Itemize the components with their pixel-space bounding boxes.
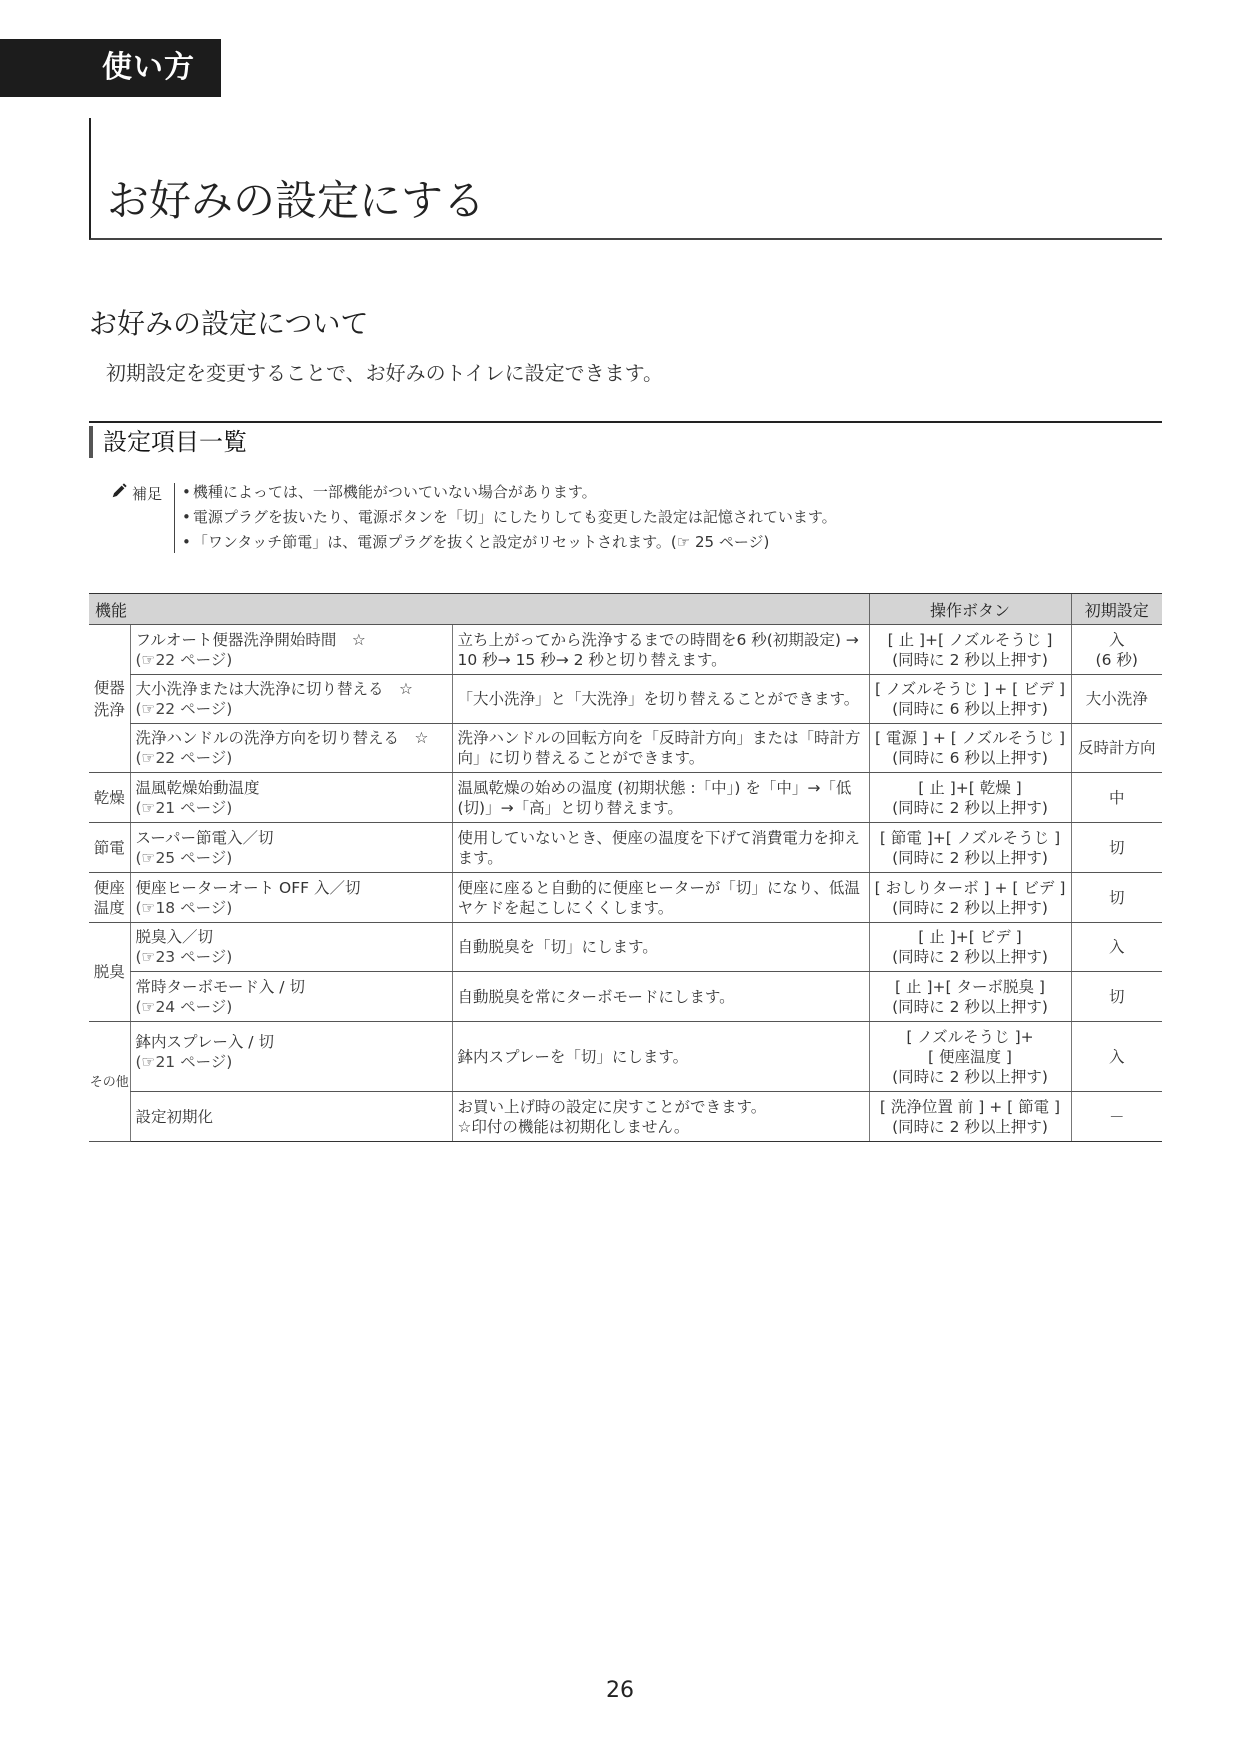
button-combo: [ 止 ]+[ ビデ ] <box>918 928 1022 946</box>
category-cell <box>89 823 130 873</box>
note-divider <box>174 483 175 553</box>
category-label: 便器洗浄 <box>93 678 125 719</box>
description-cell: 便座に座ると自動的に便座ヒーターが「切」になり、低温ヤケドを起こしにくくします。 <box>452 873 869 923</box>
note-label: 補足 <box>132 485 163 503</box>
description-cell: 鉢内スプレーを「切」にします。 <box>452 1022 869 1092</box>
description-cell: 「大小洗浄」と「大洗浄」を切り替えることができます。 <box>452 675 869 724</box>
function-name: 設定初期化 <box>135 1107 214 1126</box>
table-row <box>89 675 1162 724</box>
button-combo-2: [ 便座温度 ] <box>928 1047 1012 1066</box>
category-label: その他 <box>89 1074 129 1090</box>
page-number: 26 <box>606 1678 634 1703</box>
default-value: 中 <box>1108 788 1125 807</box>
button-combo: [ ノズルそうじ ]+ <box>906 1027 1034 1046</box>
button-combo: [ 止 ]+[ 乾燥 ] <box>918 778 1022 797</box>
button-instruction: (同時に 2 秒以上押す) <box>892 848 1048 867</box>
default-value: 大小洗浄 <box>1085 690 1148 708</box>
default-cell <box>1071 823 1162 873</box>
function-name: 大小洗浄または大洗浄に切り替える ☆ <box>135 680 413 698</box>
category-cell <box>89 873 130 923</box>
function-cell <box>130 675 452 724</box>
table-row <box>89 1022 1162 1092</box>
button-instruction: (同時に 2 秒以上押す) <box>892 898 1048 917</box>
button-instruction: (同時に 2 秒以上押す) <box>892 948 1048 966</box>
note-item: • 電源プラグを抜いたり、電源ボタンを「切」にしたりしても変更した設定は記憶されています。 <box>182 506 837 531</box>
table-row <box>89 923 1162 972</box>
function-cell <box>130 724 452 773</box>
function-cell <box>130 823 452 873</box>
function-name: 脱臭入／切 <box>135 928 214 946</box>
intro-text: 初期設定を変更することで、お好みのトイレに設定できます。 <box>106 361 663 385</box>
function-cell <box>130 625 452 675</box>
button-cell <box>869 823 1071 873</box>
page-reference: (☞21 ページ) <box>135 798 233 817</box>
table-row <box>89 1092 1162 1142</box>
description-cell <box>452 1092 869 1142</box>
table-row <box>89 972 1162 1022</box>
pencil-icon <box>110 482 128 500</box>
description-line: お買い上げ時の設定に戻すことができます。 <box>457 1097 767 1116</box>
description-cell: 立ち上がってから洗浄するまでの時間を6 秒(初期設定) → 10 秒→ 15 秒→ 2 秒と切り替えます。 <box>452 625 869 675</box>
default-value: 切 <box>1108 888 1125 907</box>
button-instruction: (同時に 2 秒以上押す) <box>892 997 1048 1016</box>
sub-heading: お好みの設定について <box>89 307 369 340</box>
description-cell: 自動脱臭を常にターボモードにします。 <box>452 972 869 1022</box>
button-cell <box>869 675 1071 724</box>
category-label: 節電 <box>93 838 125 857</box>
function-cell <box>130 873 452 923</box>
button-cell <box>869 1092 1071 1142</box>
default-cell <box>1071 773 1162 823</box>
header-default: 初期設定 <box>1071 594 1162 625</box>
function-name: スーパー節電入／切 <box>135 828 274 847</box>
section-divider <box>89 421 1162 423</box>
button-cell <box>869 625 1071 675</box>
button-cell <box>869 773 1071 823</box>
page-reference: (☞22 ページ) <box>135 749 233 767</box>
table-row <box>89 873 1162 923</box>
note-item: • 機種によっては、一部機能がついていない場合があります。 <box>182 481 837 506</box>
function-cell <box>130 972 452 1022</box>
description-cell: 自動脱臭を「切」にします。 <box>452 923 869 972</box>
default-cell <box>1071 724 1162 773</box>
button-combo: [ 止 ]+[ ノズルそうじ ] <box>887 630 1053 649</box>
category-label: 脱臭 <box>93 963 125 981</box>
default-note: (6 秒) <box>1095 650 1138 669</box>
function-name: フルオート便器洗浄開始時間 ☆ <box>135 630 366 649</box>
category-cell <box>89 625 130 773</box>
header-function: 機能 <box>89 594 869 625</box>
default-cell <box>1071 1092 1162 1142</box>
button-instruction: (同時に 6 秒以上押す) <box>892 749 1048 767</box>
settings-table <box>89 593 1162 1142</box>
page-reference: (☞25 ページ) <box>135 848 233 867</box>
description-line: ☆印付の機能は初期化しません。 <box>457 1117 690 1136</box>
table-header-row <box>89 594 1162 625</box>
category-cell <box>89 1022 130 1142</box>
button-combo: [ ノズルそうじ ] + [ ビデ ] <box>874 680 1066 698</box>
button-combo: [ おしりターボ ] + [ ビデ ] <box>874 878 1066 897</box>
page-reference: (☞22 ページ) <box>135 700 233 718</box>
button-instruction: (同時に 6 秒以上押す) <box>892 700 1048 718</box>
table-row <box>89 823 1162 873</box>
function-cell <box>130 1022 452 1092</box>
page-title: お好みの設定にする <box>107 176 486 225</box>
button-combo: [ 洗浄位置 前 ] + [ 節電 ] <box>879 1097 1061 1116</box>
table-row <box>89 773 1162 823</box>
default-value: 入 <box>1108 1047 1125 1066</box>
button-cell <box>869 923 1071 972</box>
category-label: 乾燥 <box>93 788 125 807</box>
section-tab: 使い方 <box>0 39 221 97</box>
button-combo: [ 電源 ] + [ ノズルそうじ ] <box>874 729 1066 747</box>
function-cell <box>130 773 452 823</box>
default-value: 入 <box>1108 630 1125 649</box>
page-reference: (☞22 ページ) <box>135 650 233 669</box>
page-reference: (☞21 ページ) <box>135 1053 233 1071</box>
function-cell <box>130 923 452 972</box>
function-name: 便座ヒーターオート OFF 入／切 <box>135 878 361 897</box>
header-button: 操作ボタン <box>869 594 1071 625</box>
default-value: 切 <box>1108 987 1125 1006</box>
title-frame <box>89 118 1162 240</box>
default-cell <box>1071 923 1162 972</box>
default-cell <box>1071 675 1162 724</box>
function-name: 洗浄ハンドルの洗浄方向を切り替える ☆ <box>135 729 429 747</box>
page-reference: (☞24 ページ) <box>135 997 233 1016</box>
default-cell <box>1071 972 1162 1022</box>
function-name: 常時ターボモード入 / 切 <box>135 977 305 996</box>
button-combo: [ 節電 ]+[ ノズルそうじ ] <box>879 828 1061 847</box>
button-instruction: (同時に 2 秒以上押す) <box>892 798 1048 817</box>
function-name: 鉢内スプレー入 / 切 <box>135 1033 274 1051</box>
function-name: 温風乾燥始動温度 <box>135 778 260 797</box>
page-reference: (☞23 ページ) <box>135 948 233 966</box>
default-value: 反時計方向 <box>1077 739 1156 757</box>
button-cell <box>869 1022 1071 1092</box>
category-cell <box>89 923 130 1022</box>
default-cell <box>1071 625 1162 675</box>
default-value: 入 <box>1108 938 1125 956</box>
category-label: 便座温度 <box>93 878 125 917</box>
button-cell <box>869 724 1071 773</box>
default-cell <box>1071 1022 1162 1092</box>
note-item: • 「ワンタッチ節電」は、電源プラグを抜くと設定がリセットされます。(☞ 25 ページ) <box>182 531 837 556</box>
section-heading: 設定項目一覧 <box>89 426 247 458</box>
description-cell: 使用していないとき、便座の温度を下げて消費電力を抑えます。 <box>452 823 869 873</box>
button-cell <box>869 873 1071 923</box>
category-cell <box>89 773 130 823</box>
note-list <box>182 481 837 556</box>
table-row <box>89 625 1162 675</box>
table-row <box>89 724 1162 773</box>
button-combo: [ 止 ]+[ ターボ脱臭 ] <box>895 977 1045 996</box>
button-instruction: (同時に 2 秒以上押す) <box>892 650 1048 669</box>
page-reference: (☞18 ページ) <box>135 898 233 917</box>
function-cell <box>130 1092 452 1142</box>
default-cell <box>1071 873 1162 923</box>
default-value: 切 <box>1108 838 1125 857</box>
button-instruction: (同時に 2 秒以上押す) <box>892 1067 1048 1086</box>
button-instruction: (同時に 2 秒以上押す) <box>892 1117 1048 1136</box>
default-value: － <box>1108 1107 1125 1126</box>
description-cell: 洗浄ハンドルの回転方向を「反時計方向」または「時計方向」に切り替えることができます。 <box>452 724 869 773</box>
description-cell: 温風乾燥の始めの温度 (初期状態 :「中」) を「中」→「低(切)」→「高」と切り替えます。 <box>452 773 869 823</box>
button-cell <box>869 972 1071 1022</box>
